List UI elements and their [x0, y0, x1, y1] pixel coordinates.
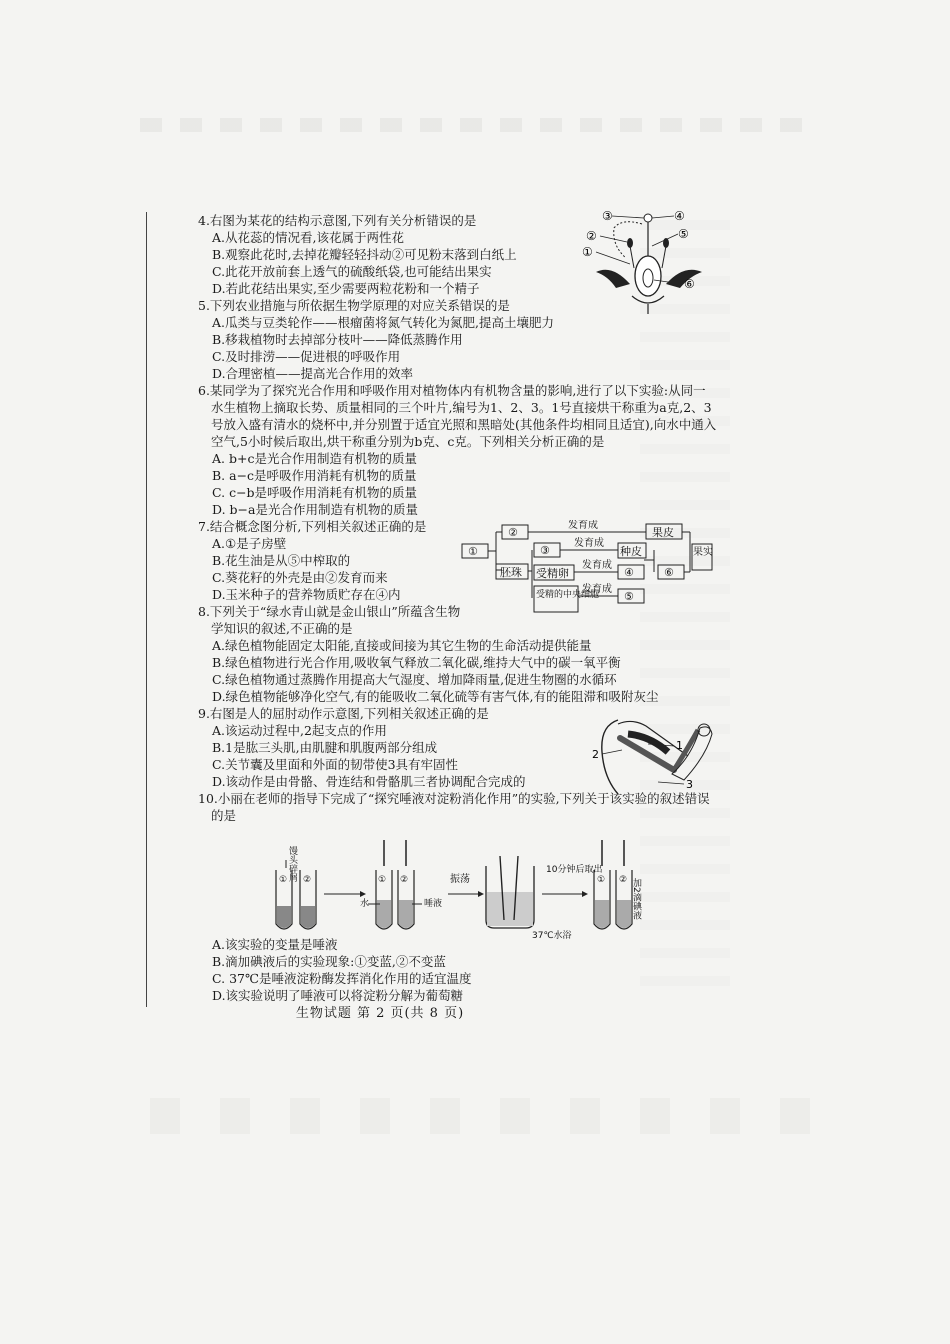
column-rule [146, 212, 147, 1007]
bun-crumbs [301, 906, 315, 928]
filament-right [662, 246, 666, 268]
arm-label: 3 [686, 778, 693, 791]
saliva-label: 唾液 [424, 899, 443, 909]
liquid [399, 900, 413, 928]
option-a: A.该运动过程中,2起支点的作用 [212, 723, 387, 738]
option-d: D.该动作是由骨骼、骨连结和骨骼肌三者协调配合完成的 [212, 774, 526, 789]
tube-label: ② [619, 875, 628, 885]
leader [652, 216, 674, 218]
fertilized-egg-label: 受精卵 [536, 567, 569, 580]
option-b: B.1是肱三头肌,由肌腱和肌腹两部分组成 [212, 740, 438, 755]
question-stem: 7.结合概念图分析,下列相关叙述正确的是 [198, 519, 427, 534]
flower-label: ⑥ [684, 277, 695, 291]
option-c: C.葵花籽的外壳是由②发育而来 [212, 570, 388, 585]
option-a: A.该实验的变量是唾液 [212, 937, 338, 952]
flower-label: ③ [602, 209, 613, 223]
option-b: B.花生油是从⑤中榨取的 [212, 553, 351, 568]
central-cell-label: 受精的中央细胞 [536, 590, 600, 600]
receptacle [632, 296, 664, 303]
question-stem: 9.右图是人的屈肘动作示意图,下列相关叙述正确的是 [198, 706, 489, 721]
option-b: B.滴加碘液后的实验现象:①变蓝,②不变蓝 [212, 954, 446, 969]
question-stem: 10.小丽在老师的指导下完成了“探究唾液对淀粉消化作用”的实验,下列关于该实验的叙述错误的是 [198, 791, 710, 823]
option-b: B.移栽植物时去掉部分枝叶——降低蒸腾作用 [212, 332, 463, 347]
option-d: D.绿色植物能够净化空气,有的能吸收二氧化硫等有害气体,有的能阻滞和吸附灰尘 [212, 689, 659, 704]
option-row [198, 450, 718, 484]
arrow-label: 发育成 [568, 520, 598, 531]
tube-label: ① [597, 875, 606, 885]
option-c: C.绿色植物通过蒸腾作用提高大气湿度、增加降雨量,促进生物圈的水循环 [212, 672, 617, 687]
question-9 [198, 705, 578, 790]
fruit-label: 果实 [693, 547, 713, 558]
option-b: B.绿色植物进行光合作用,吸收氧气释放二氧化碳,维持大气中的碳一氧平衡 [212, 655, 621, 670]
liquid [595, 900, 609, 928]
arm-label: 1 [676, 739, 683, 752]
tube-label: ② [303, 875, 312, 885]
tube-label: ① [378, 875, 387, 885]
shake-label: 振荡 [450, 874, 470, 885]
leader [600, 236, 627, 242]
option-a: A.从花蕊的情况看,该花属于两性花 [212, 230, 404, 245]
option-a: A. b+c是光合作用制造有机物的质量 [212, 451, 417, 466]
seed-fruit-concept-map [458, 520, 714, 616]
option-d: D.若此花结出果实,至少需要两粒花粉和一个精子 [212, 281, 480, 296]
leader [612, 216, 644, 218]
node-6: ⑥ [664, 566, 674, 579]
question-7 [198, 518, 458, 603]
leader [596, 252, 630, 264]
option-c: C.及时排涝——促进根的呼吸作用 [212, 349, 401, 364]
option-d: D. b−a是光合作用制造有机物的质量 [212, 502, 418, 517]
option-c: C.此花开放前套上透气的硫酸纸袋,也可能结出果实 [212, 264, 492, 279]
tube-label: ② [400, 875, 409, 885]
option-b: B. a−c是呼吸作用消耗有机物的质量 [212, 468, 417, 483]
forearm-outline [672, 727, 712, 780]
ovule-label: 胚珠 [500, 566, 522, 579]
question-stem: 5.下列农业措施与所依据生物学原理的对应关系错误的是 [198, 298, 510, 313]
flower-label: ① [582, 245, 593, 259]
scan-artifact-bottom [150, 1098, 810, 1134]
liquid [617, 900, 631, 928]
saliva-starch-experiment [272, 836, 662, 942]
option-a: A.瓜类与豆类轮作——根瘤菌将氮气转化为氮肥,提高土壤肥力 [212, 315, 554, 330]
option-c: C.关节囊及里面和外面的韧带使3具有牢固性 [212, 757, 459, 772]
node-3: ③ [540, 544, 550, 557]
seed-coat-label: 种皮 [620, 545, 642, 558]
question-8 [198, 603, 718, 705]
ovule [643, 269, 653, 287]
flower-label: ⑤ [678, 227, 689, 241]
elbow-flexion-diagram [588, 716, 718, 796]
option-c: C. 37℃是唾液淀粉酶发挥消化作用的适宜温度 [212, 971, 472, 986]
question-stem: 4.右图为某花的结构示意图,下列有关分析错误的是 [198, 213, 477, 228]
iodine-label: 加2滴碘液 [631, 878, 641, 920]
arrow-label: 发育成 [582, 584, 612, 595]
water-label: 水 [360, 899, 370, 909]
leader [658, 782, 684, 784]
arm-label: 2 [592, 748, 599, 761]
tube-label: ① [279, 875, 288, 885]
node-2: ② [508, 526, 518, 539]
node-1: ① [468, 545, 478, 558]
page-footer: 生物试题 第 2 页(共 8 页) [295, 1006, 465, 1021]
leader [602, 750, 622, 754]
question-stem: 8.下列关于“绿水青山就是金山银山”所蕴含生物学知识的叙述,不正确的是 [198, 604, 461, 636]
stigma [644, 214, 652, 222]
bun-label: 馒头碎屑 [287, 846, 297, 882]
option-d: D.玉米种子的营养物质贮存在④内 [212, 587, 401, 602]
node-5: ⑤ [624, 590, 634, 603]
option-a: A.绿色植物能固定太阳能,直接或间接为其它生物的生命活动提供能量 [212, 638, 592, 653]
flower-label: ④ [674, 209, 685, 223]
option-d: D.合理密植——提高光合作用的效率 [212, 366, 414, 381]
scan-artifact-top [140, 118, 820, 132]
node-4: ④ [624, 566, 634, 579]
peel-label: 果皮 [652, 526, 674, 539]
option-c: C. c−b是呼吸作用消耗有机物的质量 [212, 485, 418, 500]
arrow-label: 发育成 [582, 560, 612, 571]
filament-left [630, 246, 634, 268]
option-d: D.该实验说明了唾液可以将淀粉分解为葡萄糖 [212, 988, 464, 1003]
bath-label: 37℃水浴 [532, 931, 572, 941]
anther-left [627, 238, 633, 248]
arrow-label: 发育成 [574, 538, 604, 549]
option-row [198, 484, 718, 518]
option-b: B.观察此花时,去掉花瓣轻轻抖动②可见粉末落到白纸上 [212, 247, 517, 262]
option-a: A.①是子房壁 [212, 536, 287, 551]
petal-left [596, 270, 630, 288]
water-bath-liquid [487, 892, 533, 926]
flower-label: ② [586, 229, 597, 243]
question-stem: 6.某同学为了探究光合作用和呼吸作用对植物体内有机物含量的影响,进行了以下实验:从同一水生植物上摘取长势、质量相同的三个叶片,编号为1、2、3。1号直接烘干称重为a克,2、3号放入盛有清水的烧杯中,并分别置于适宜光照和黑暗处(其他条件均相同且适宜),向水中通入空气,5小时候后取出,烘干称重分别为b克、c克。下列相关分析正确的是 [198, 383, 717, 449]
question-6 [198, 382, 718, 518]
flower-structure-diagram [582, 206, 730, 314]
body-outline [602, 720, 618, 794]
bun-crumbs [277, 906, 291, 928]
time-label: 10分钟后取出 [546, 865, 603, 875]
